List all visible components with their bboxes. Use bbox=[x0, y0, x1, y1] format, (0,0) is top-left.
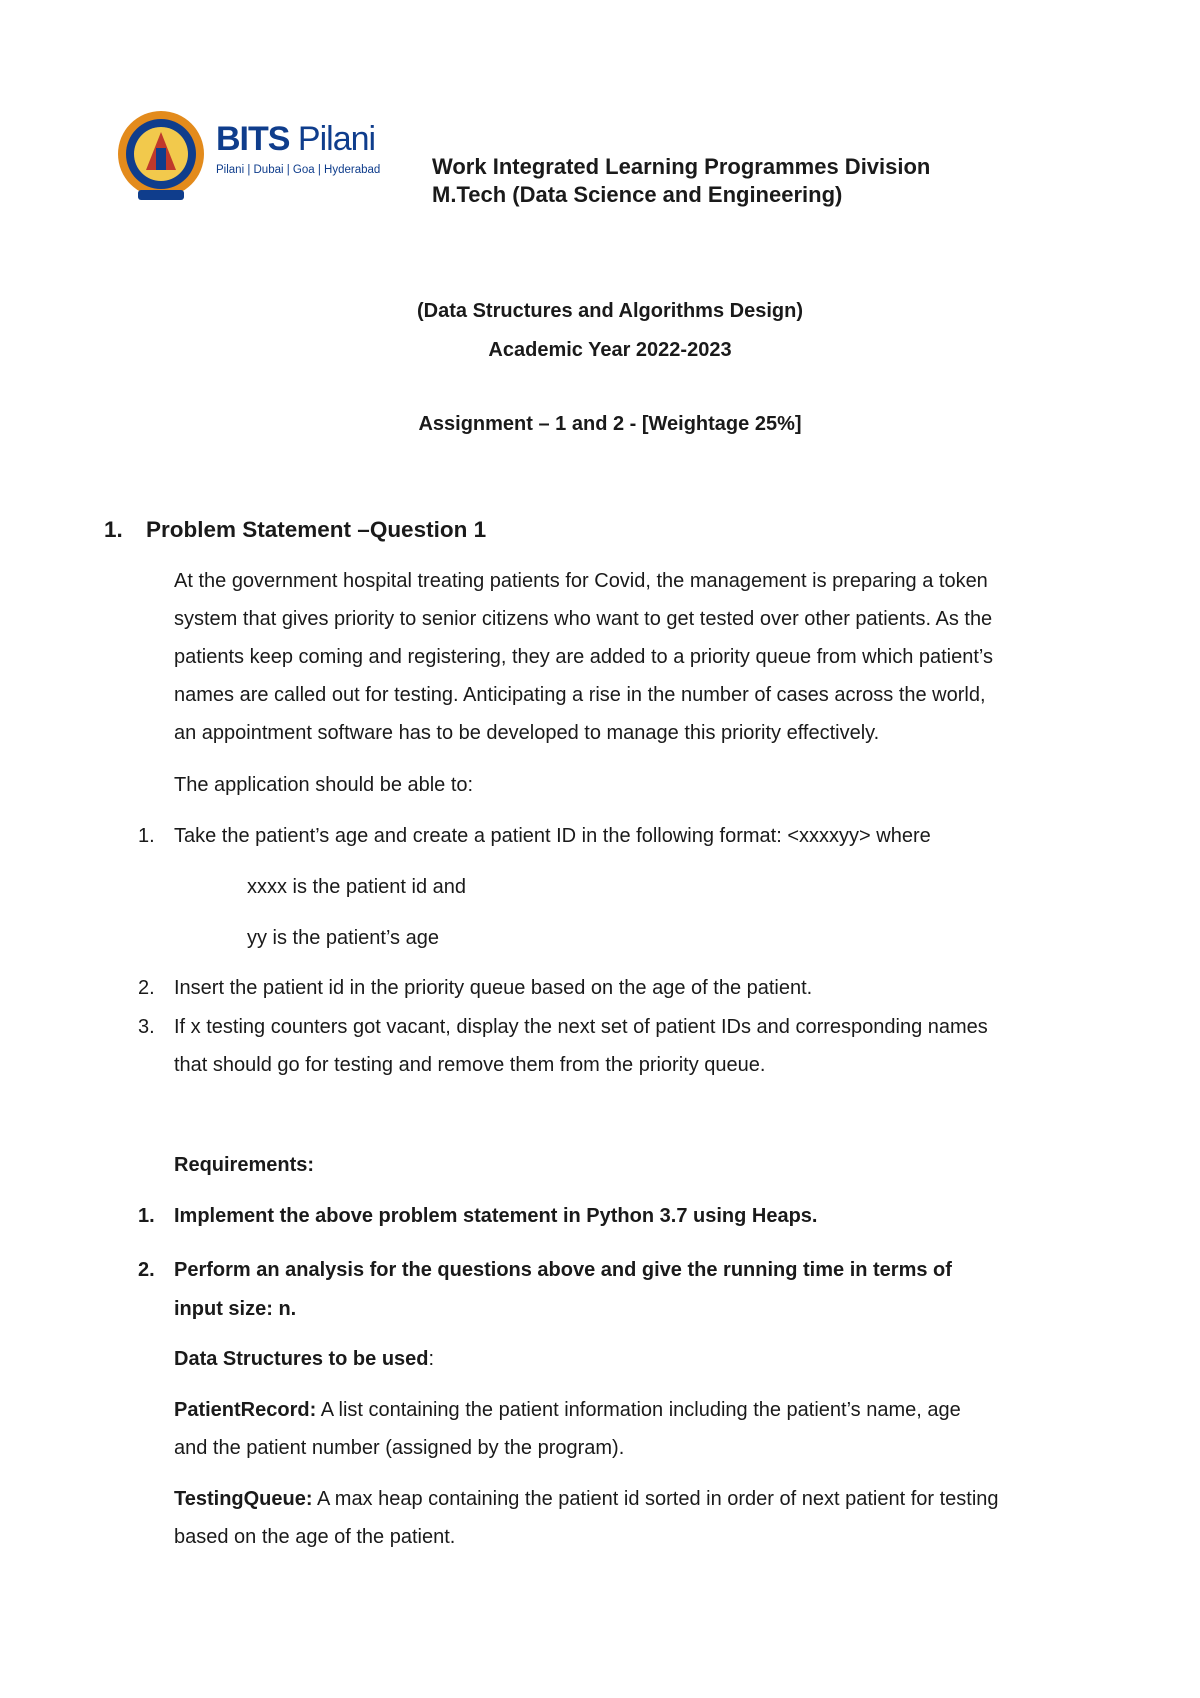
patient-record-text-cont: and the patient number (assigned by the program). bbox=[174, 1437, 625, 1459]
item-number: 3. bbox=[138, 1016, 155, 1038]
testing-queue-label: TestingQueue: bbox=[174, 1488, 313, 1510]
assignment-title: Assignment – 1 and 2 - [Weightage 25%] bbox=[418, 413, 802, 435]
brand-bold: BITS bbox=[216, 120, 290, 158]
brand-light: Pilani bbox=[297, 120, 376, 158]
problem-paragraph bbox=[174, 562, 993, 752]
section-title: Problem Statement –Question 1 bbox=[146, 517, 487, 542]
academic-year: Academic Year 2022-2023 bbox=[488, 339, 732, 361]
sub-item: yy is the patient’s age bbox=[247, 927, 439, 949]
course-title: (Data Structures and Algorithms Design) bbox=[417, 300, 803, 322]
paragraph-line: At the government hospital treating patients for Covid, the management is preparing a token bbox=[174, 570, 988, 592]
brand-wordmark bbox=[216, 120, 375, 159]
testing-queue-text: A max heap containing the patient id sorted in order of next patient for testing bbox=[312, 1488, 999, 1510]
item-text: Take the patient’s age and create a patient ID in the following format: <xxxxyy> where bbox=[174, 825, 931, 847]
req-text: Perform an analysis for the questions above and give the running time in terms of bbox=[174, 1259, 952, 1281]
patient-record-text: A list containing the patient information including the patient’s name, age bbox=[316, 1399, 961, 1421]
bits-pilani-logo bbox=[116, 108, 388, 204]
requirements-heading: Requirements: bbox=[174, 1154, 315, 1176]
ds-heading-label: Data Structures to be used bbox=[174, 1348, 429, 1370]
ds-heading bbox=[174, 1348, 434, 1371]
lead-in: The application should be able to: bbox=[174, 774, 474, 796]
item-number: 2. bbox=[138, 977, 155, 999]
testing-queue-def bbox=[174, 1488, 999, 1511]
req-number: 1. bbox=[138, 1205, 155, 1227]
req-text: Implement the above problem statement in Python 3.7 using Heaps. bbox=[174, 1205, 818, 1227]
patient-record-label: PatientRecord: bbox=[174, 1399, 317, 1421]
patient-record-def bbox=[174, 1399, 961, 1422]
paragraph-line: an appointment software has to be developed to manage this priority effectively. bbox=[174, 722, 880, 744]
item-number: 1. bbox=[138, 825, 155, 847]
programme-title: M.Tech (Data Science and Engineering) bbox=[432, 182, 843, 207]
item-text: Insert the patient id in the priority queue based on the age of the patient. bbox=[174, 977, 813, 999]
item-text: If x testing counters got vacant, display the next set of patient IDs and corresponding names bbox=[174, 1016, 988, 1038]
ds-heading-colon: : bbox=[428, 1348, 435, 1370]
campus-list: Pilani | Dubai | Goa | Hyderabad bbox=[216, 164, 381, 176]
sub-item: xxxx is the patient id and bbox=[247, 876, 467, 898]
section-number: 1. bbox=[104, 517, 123, 542]
req-text-cont: input size: n. bbox=[174, 1298, 297, 1320]
bits-seal-icon bbox=[116, 108, 206, 204]
req-number: 2. bbox=[138, 1259, 155, 1281]
testing-queue-text-cont: based on the age of the patient. bbox=[174, 1526, 456, 1548]
division-title: Work Integrated Learning Programmes Division bbox=[432, 154, 931, 179]
paragraph-line: system that gives priority to senior citizens who want to get tested over other patients. As the bbox=[174, 608, 993, 630]
paragraph-line: patients keep coming and registering, they are added to a priority queue from which patient’s bbox=[174, 646, 994, 668]
item-text-cont: that should go for testing and remove them from the priority queue. bbox=[174, 1054, 766, 1076]
paragraph-line: names are called out for testing. Anticipating a rise in the number of cases across the world, bbox=[174, 684, 986, 706]
